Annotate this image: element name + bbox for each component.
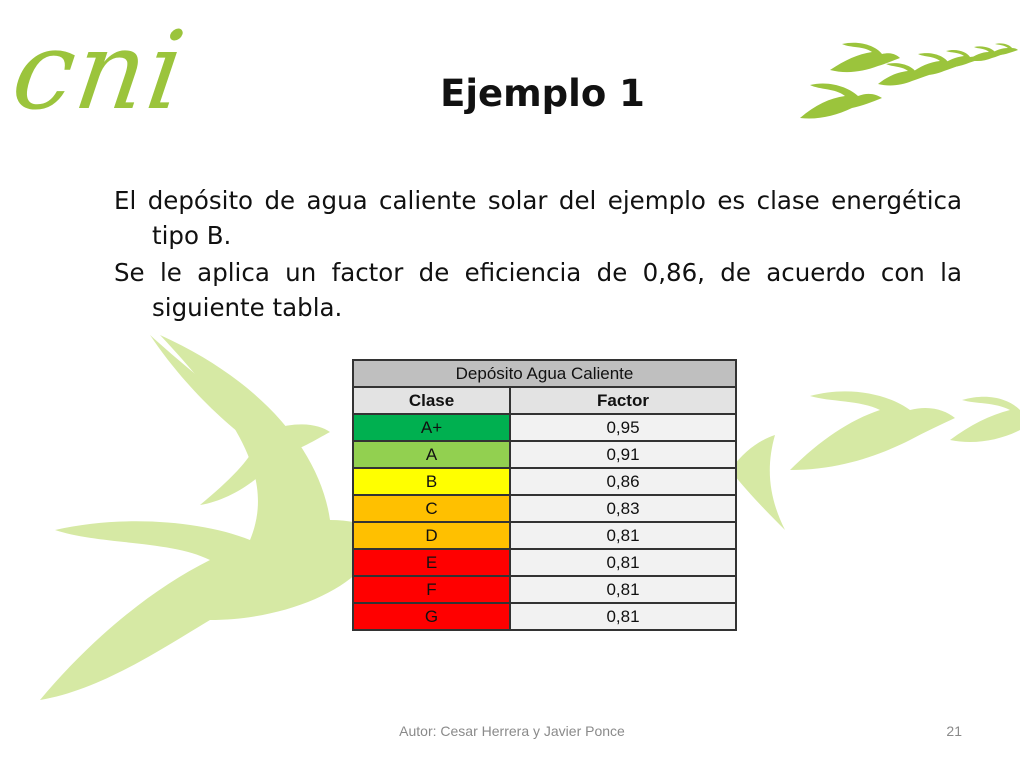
paragraph-2: Se le aplica un factor de eficiencia de 0,86, de acuerdo con la siguiente tabla.: [114, 258, 962, 322]
clase-cell: D: [353, 522, 510, 549]
paragraph-1: El depósito de agua caliente solar del ejemplo es clase energética tipo B.: [114, 186, 962, 250]
slide-title: Ejemplo 1: [440, 72, 645, 115]
page-number: 21: [946, 723, 962, 739]
table-title: Depósito Agua Caliente: [353, 360, 736, 387]
factor-cell: 0,81: [510, 576, 736, 603]
clase-cell: C: [353, 495, 510, 522]
body-text: [114, 183, 962, 327]
table-row: [353, 603, 736, 630]
factor-cell: 0,91: [510, 441, 736, 468]
column-header-clase: Clase: [353, 387, 510, 414]
table-row: [353, 441, 736, 468]
table-row: [353, 549, 736, 576]
footer-author: Autor: Cesar Herrera y Javier Ponce: [399, 723, 625, 739]
factor-cell: 0,86: [510, 468, 736, 495]
clase-cell: G: [353, 603, 510, 630]
table-row: [353, 468, 736, 495]
cni-logo: cni: [5, 9, 194, 134]
factor-cell: 0,81: [510, 522, 736, 549]
table-row: [353, 522, 736, 549]
efficiency-factor-table: [352, 359, 737, 631]
clase-cell: A: [353, 441, 510, 468]
factor-cell: 0,81: [510, 549, 736, 576]
factor-cell: 0,81: [510, 603, 736, 630]
factor-cell: 0,83: [510, 495, 736, 522]
right-bird-shape-3: [730, 435, 785, 530]
clase-cell: A+: [353, 414, 510, 441]
clase-cell: F: [353, 576, 510, 603]
table-row: [353, 576, 736, 603]
table-row: [353, 414, 736, 441]
clase-cell: E: [353, 549, 510, 576]
table-row: [353, 495, 736, 522]
right-bird-shape-1: [790, 391, 955, 470]
factor-cell: 0,95: [510, 414, 736, 441]
column-header-factor: Factor: [510, 387, 736, 414]
right-bird-shape-2: [950, 397, 1020, 442]
clase-cell: B: [353, 468, 510, 495]
